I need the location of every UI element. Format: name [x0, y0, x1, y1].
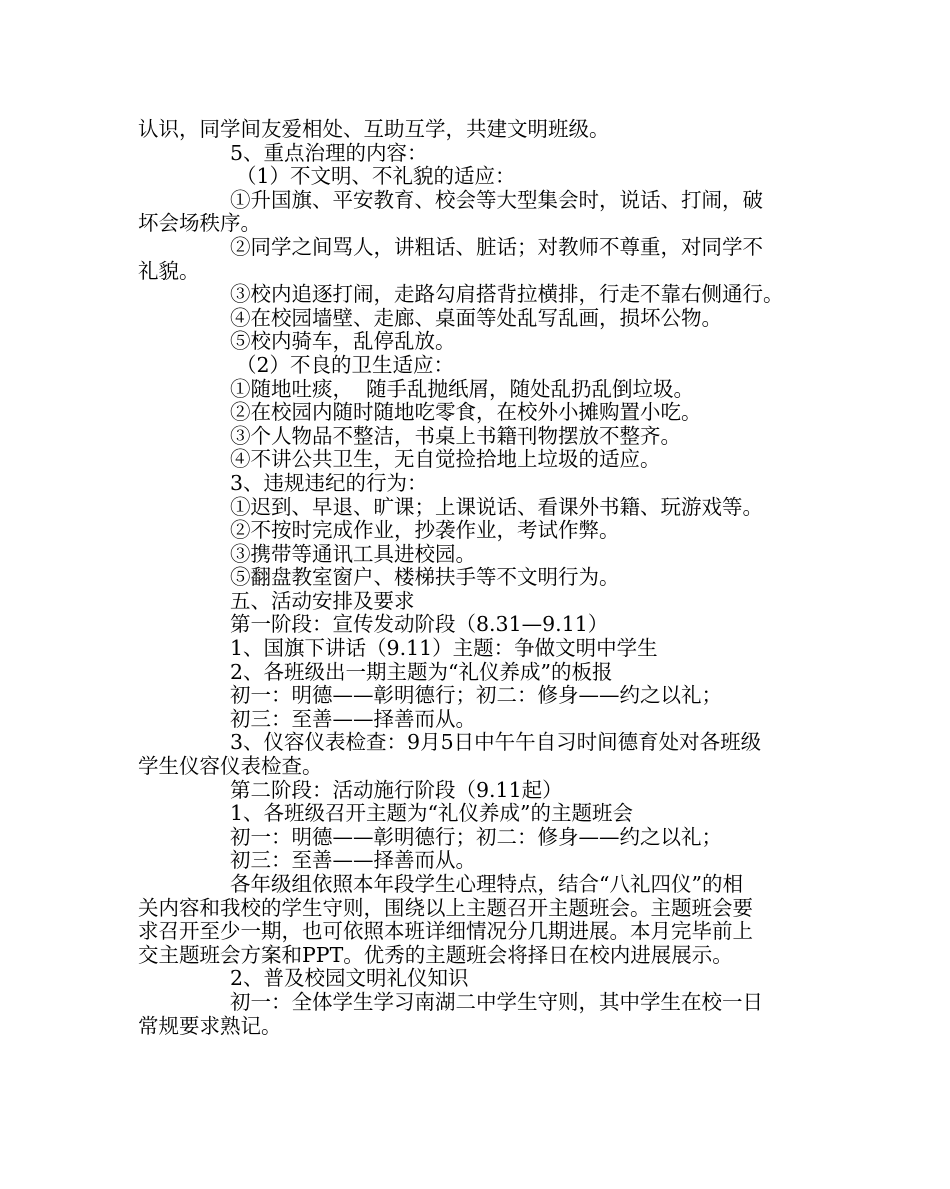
text-line: ②在校园内随时随地吃零食，在校外小摊购置小吃。: [230, 400, 702, 425]
text-line: 求召开至少一期，也可依照本班详细情况分几期进展。本月完毕前上: [138, 919, 753, 944]
text-line: 初一：明德——彰明德行；初二：修身——约之以礼；: [230, 683, 722, 708]
text-line: ③个人物品不整洁，书桌上书籍刊物摆放不整齐。: [230, 423, 681, 448]
text-line: 认识，同学间友爱相处、互助互学，共建文明班级。: [138, 117, 610, 141]
text-line: ④在校园墙壁、走廊、桌面等处乱写乱画，损坏公物。: [230, 305, 722, 330]
text-line: 1、各班级召开主题为“礼仪养成”的主题班会: [230, 801, 634, 826]
text-line: 第一阶段：宣传发动阶段（8.31—9.11）: [230, 612, 609, 637]
text-line: 初三：至善——择善而从。: [230, 848, 476, 873]
text-line: （2）不良的卫生适应：: [236, 352, 455, 377]
text-line: 坏会场秩序。: [138, 211, 261, 236]
text-line: ⑤校内骑车，乱停乱放。: [230, 329, 456, 354]
text-line: 1、国旗下讲话（9.11）主题：争做文明中学生: [230, 636, 658, 661]
text-line: 2、普及校园文明礼仪知识: [230, 966, 469, 991]
text-line: 常规要求熟记。: [138, 1013, 282, 1038]
text-line: ③校内追逐打闹，走路勾肩搭背拉横排，行走不靠右侧通行。: [230, 282, 784, 307]
text-line: 学生仪容仪表检查。: [138, 754, 323, 779]
text-line: ⑤翻盘教室窗户、楼梯扶手等不文明行为。: [230, 565, 620, 590]
text-line: ①迟到、早退、旷课；上课说话、看课外书籍、玩游戏等。: [230, 494, 763, 519]
text-line: 礼貌。: [138, 258, 200, 283]
text-line: 第二阶段：活动施行阶段（9.11起）: [230, 777, 563, 802]
text-line: ①升国旗、平安教育、校会等大型集会时，说话、打闹，破: [230, 187, 763, 212]
text-line: 2、各班级出一期主题为“礼仪养成”的板报: [230, 659, 613, 684]
text-line: 五、活动安排及要求: [230, 588, 415, 613]
text-line: 5、重点治理的内容：: [230, 140, 428, 165]
text-line: 交主题班会方案和PPT。优秀的主题班会将择日在校内进展展示。: [138, 942, 733, 967]
text-line: 各年级组依照本年段学生心理特点，结合“八礼四仪”的相: [230, 872, 743, 896]
text-line: 3、违规违纪的行为：: [230, 470, 428, 495]
text-line: ①随地吐痰， 随手乱抛纸屑，随处乱扔乱倒垃圾。: [230, 376, 695, 401]
text-line: 3、仪容仪表检查：9月5日中午午自习时间德育处对各班级: [230, 730, 762, 755]
document-body: [138, 118, 818, 1038]
text-line: 初一：全体学生学习南湖二中学生守则，其中学生在校一日: [230, 989, 763, 1014]
text-line: ④不讲公共卫生，无自觉捡拾地上垃圾的适应。: [230, 447, 661, 472]
text-line: 初一：明德——彰明德行；初二：修身——约之以礼；: [230, 824, 722, 849]
text-line: 初三：至善——择善而从。: [230, 706, 476, 731]
text-line: ②不按时完成作业，抄袭作业，考试作弊。: [230, 518, 620, 543]
text-line: 关内容和我校的学生守则，围绕以上主题召开主题班会。主题班会要: [138, 895, 753, 920]
text-line: （1）不文明、不礼貌的适应：: [236, 164, 516, 189]
text-line: ②同学之间骂人，讲粗话、脏话；对教师不尊重，对同学不: [230, 234, 763, 259]
text-line: ③携带等通讯工具进校园。: [230, 541, 476, 566]
